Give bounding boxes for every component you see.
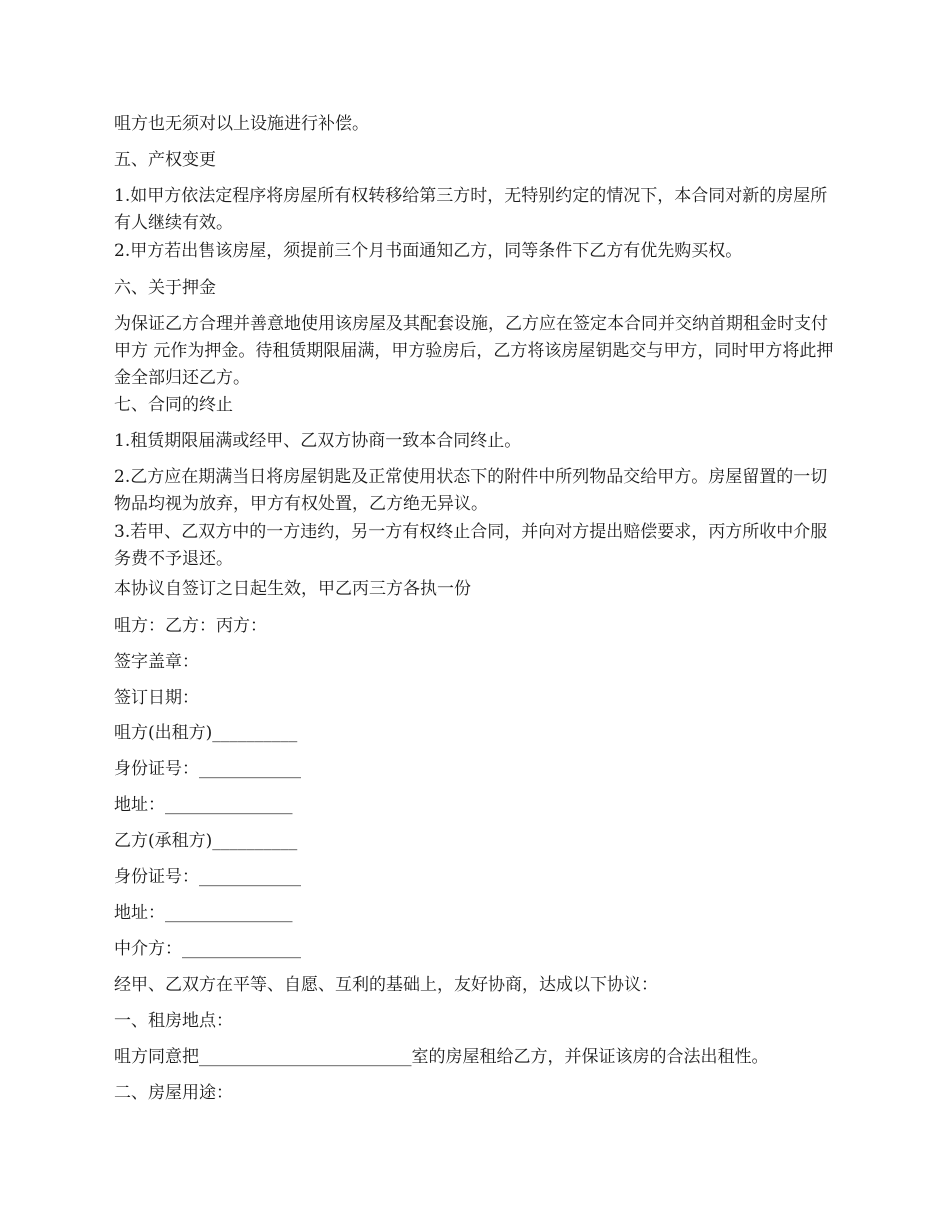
paragraph-rental-location: 咀方同意把_________________________室的房屋租给乙方，并保证该房的合法出租性。: [114, 1047, 769, 1067]
lessee-address-field: 地址：_______________: [114, 903, 293, 923]
lessor-id-number-field: 身份证号：____________: [114, 759, 301, 779]
heading-deposit: 六、关于押金: [114, 278, 216, 298]
signature-parties-line: 咀方：乙方：丙方：: [114, 616, 267, 636]
signature-seal-line: 签字盖章：: [114, 652, 199, 672]
paragraph-termination-1: 1.租赁期限届满或经甲、乙双方协商一致本合同终止。: [114, 431, 522, 451]
heading-rental-location: 一、租房地点：: [114, 1011, 233, 1031]
paragraph-agreement-intro: 经甲、乙双方在平等、自愿、互利的基础上，友好协商，达成以下协议：: [114, 975, 658, 995]
lessee-field: 乙方(承租方)__________: [114, 831, 298, 851]
lessor-address-field: 地址：_______________: [114, 795, 293, 815]
paragraph-sale-notice: 2.甲方若出售该房屋，须提前三个月书面通知乙方，同等条件下乙方有优先购买权。: [114, 241, 743, 261]
paragraph-property-transfer: 1.如甲方依法定程序将房屋所有权转移给第三方时，无特别约定的情况下，本合同对新的房屋所有人继续有效。: [114, 186, 828, 233]
lessor-field: 咀方(出租方)__________: [114, 723, 298, 743]
paragraph-termination-2: 2.乙方应在期满当日将房屋钥匙及正常使用状态下的附件中所列物品交给甲方。房屋留置的一切物品均视为放弃，甲方有权处置，乙方绝无异议。: [114, 467, 828, 514]
paragraph-termination-3: 3.若甲、乙双方中的一方违约，另一方有权终止合同，并向对方提出赔偿要求，丙方所收中介服务费不予退还。: [114, 522, 828, 569]
paragraph-compensation-note: 咀方也无须对以上设施进行补偿。: [114, 114, 369, 134]
heading-contract-termination: 七、合同的终止: [114, 395, 233, 415]
paragraph-deposit-terms: 为保证乙方合理并善意地使用该房屋及其配套设施，乙方应在签定本合同并交纳首期租金时支付甲方 元作为押金。待租赁期限届满，甲方验房后，乙方将该房屋钥匙交与甲方，同时甲方将此押金全部归还乙方。: [114, 314, 834, 388]
signing-date-line: 签订日期：: [114, 688, 199, 708]
heading-property-change: 五、产权变更: [114, 150, 216, 170]
agent-field: 中介方：______________: [114, 939, 301, 959]
heading-house-use: 二、房屋用途：: [114, 1083, 233, 1103]
paragraph-effective-clause: 本协议自签订之日起生效，甲乙丙三方各执一份: [114, 579, 471, 599]
lessee-id-number-field: 身份证号：____________: [114, 867, 301, 887]
